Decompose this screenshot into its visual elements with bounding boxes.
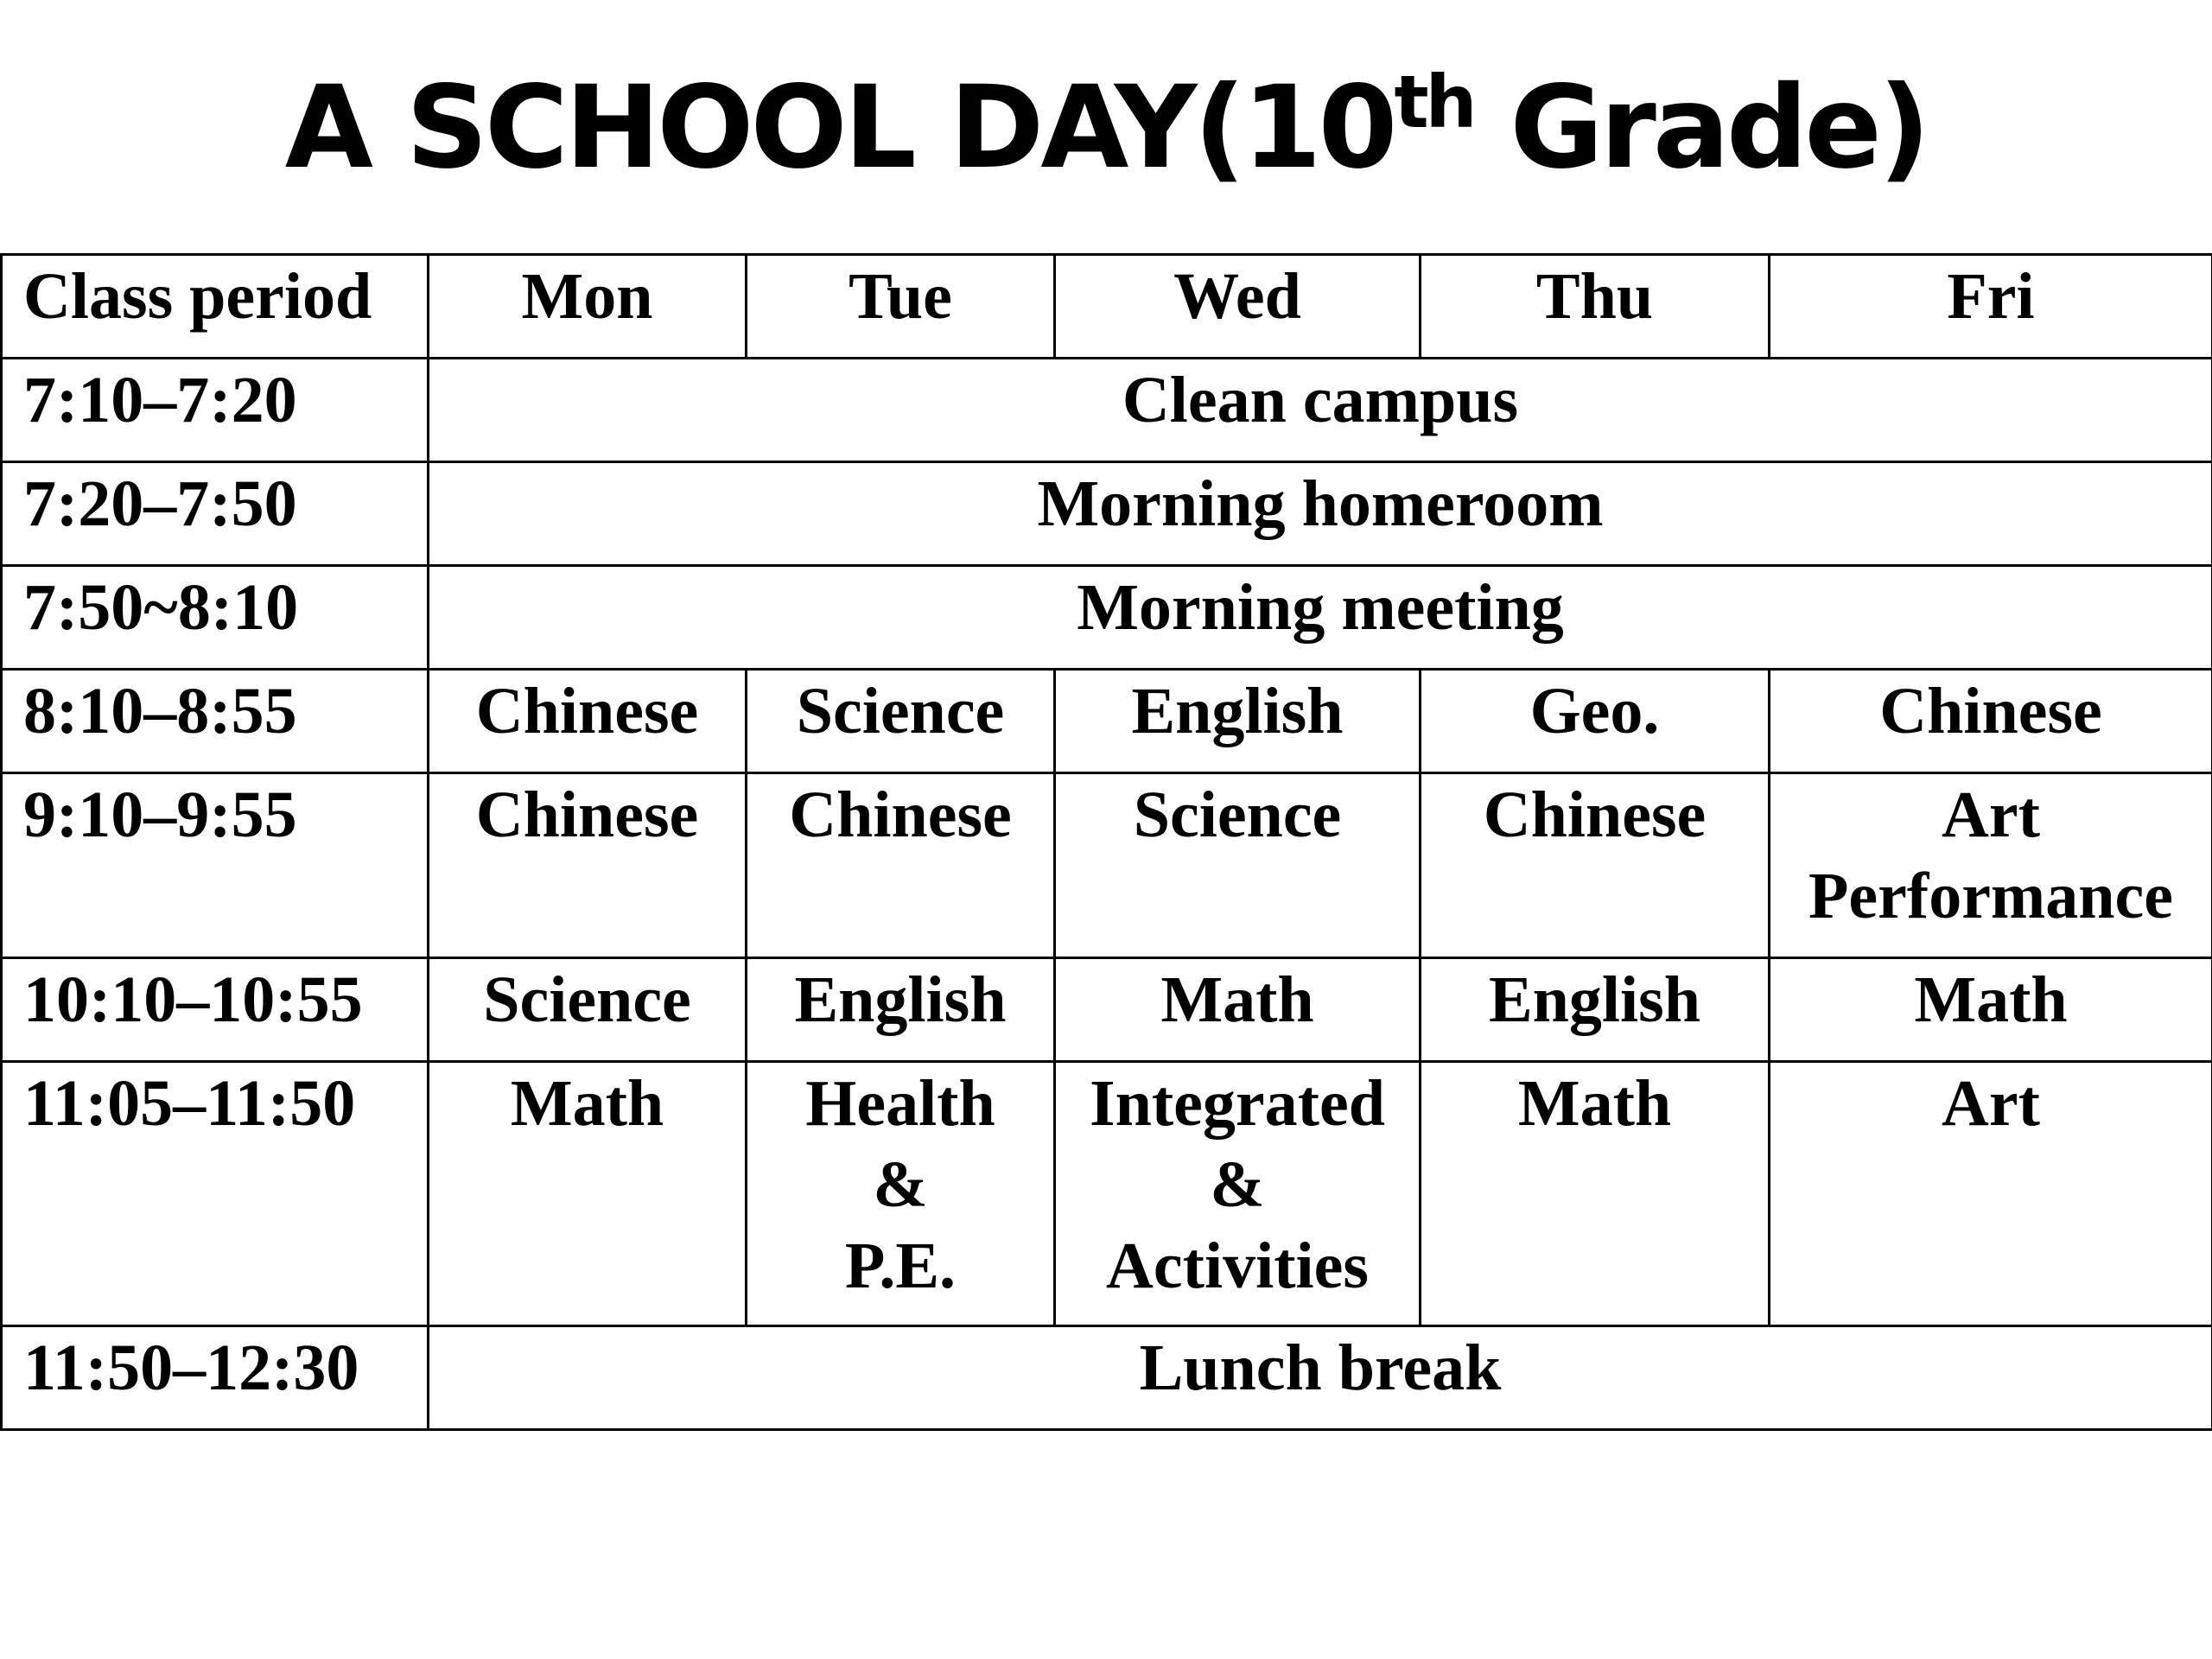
table-row [2,1326,2212,1430]
subject-cell-mon: Chinese [429,670,747,773]
table-row [2,773,2212,958]
subject-cell-wed: Science [1055,773,1421,958]
all-days-cell: Morning meeting [429,566,2212,670]
table-row [2,958,2212,1062]
table-row [2,359,2212,462]
subject-line: & [1210,1148,1265,1221]
title-superscript: th [1394,60,1474,144]
subject-cell-thu: English [1421,958,1770,1062]
subject-cell-tue: Chinese [747,773,1055,958]
subject-line: P.E. [844,1230,957,1302]
schedule-table [0,253,2212,1431]
subject-cell-thu: Geo. [1421,670,1770,773]
table-row [2,670,2212,773]
title-tail: Grade) [1473,61,1928,194]
header-mon: Mon [429,255,747,359]
period-cell: 11:50–12:30 [2,1326,429,1430]
header-tue: Tue [747,255,1055,359]
table-row [2,1062,2212,1326]
header-class-period: Class period [2,255,429,359]
subject-cell-thu: Math [1421,1062,1770,1326]
subject-cell-mon: Chinese [429,773,747,958]
subject-line: Performance [1808,860,2173,932]
header-fri: Fri [1770,255,2212,359]
all-days-cell: Clean campus [429,359,2212,462]
table-row [2,566,2212,670]
subject-cell-mon: Math [429,1062,747,1326]
period-cell: 11:05–11:50 [2,1062,429,1326]
period-cell: 9:10–9:55 [2,773,429,958]
subject-cell-thu: Chinese [1421,773,1770,958]
all-days-cell: Morning homeroom [429,462,2212,566]
subject-line: Health [805,1067,995,1140]
subject-line: Activities [1106,1230,1369,1302]
all-days-cell: Lunch break [429,1326,2212,1430]
title-main: A SCHOOL DAY(10 [284,61,1395,194]
period-cell: 8:10–8:55 [2,670,429,773]
subject-cell-tue: English [747,958,1055,1062]
header-thu: Thu [1421,255,1770,359]
header-row [2,255,2212,359]
subject-cell-mon: Science [429,958,747,1062]
header-wed: Wed [1055,255,1421,359]
subject-cell-tue [747,1062,1055,1326]
subject-cell-wed: Math [1055,958,1421,1062]
table-row [2,462,2212,566]
period-cell: 7:50~8:10 [2,566,429,670]
period-cell: 10:10–10:55 [2,958,429,1062]
subject-cell-tue: Science [747,670,1055,773]
subject-cell-fri: Chinese [1770,670,2212,773]
subject-cell-wed: English [1055,670,1421,773]
subject-line: Integrated [1090,1067,1385,1140]
subject-line: Art [1942,779,2040,851]
subject-cell-wed [1055,1062,1421,1326]
period-cell: 7:20–7:50 [2,462,429,566]
subject-cell-fri: Math [1770,958,2212,1062]
subject-line: & [873,1148,928,1221]
subject-cell-fri [1770,773,2212,958]
page-title [0,50,2212,206]
period-cell: 7:10–7:20 [2,359,429,462]
subject-cell-fri: Art [1770,1062,2212,1326]
